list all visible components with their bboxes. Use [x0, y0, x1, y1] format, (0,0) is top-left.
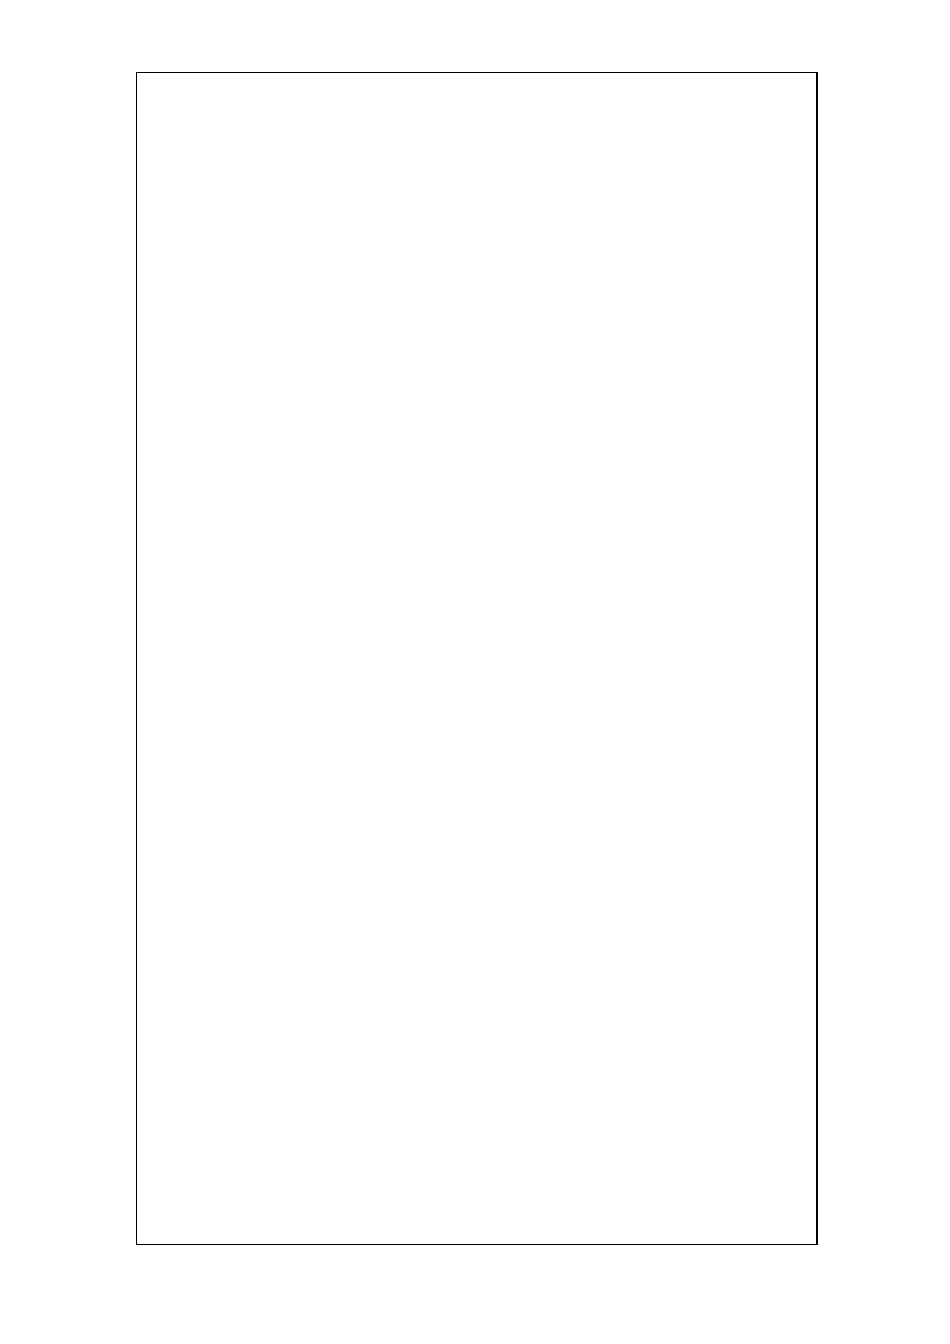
question-table — [136, 72, 818, 1245]
